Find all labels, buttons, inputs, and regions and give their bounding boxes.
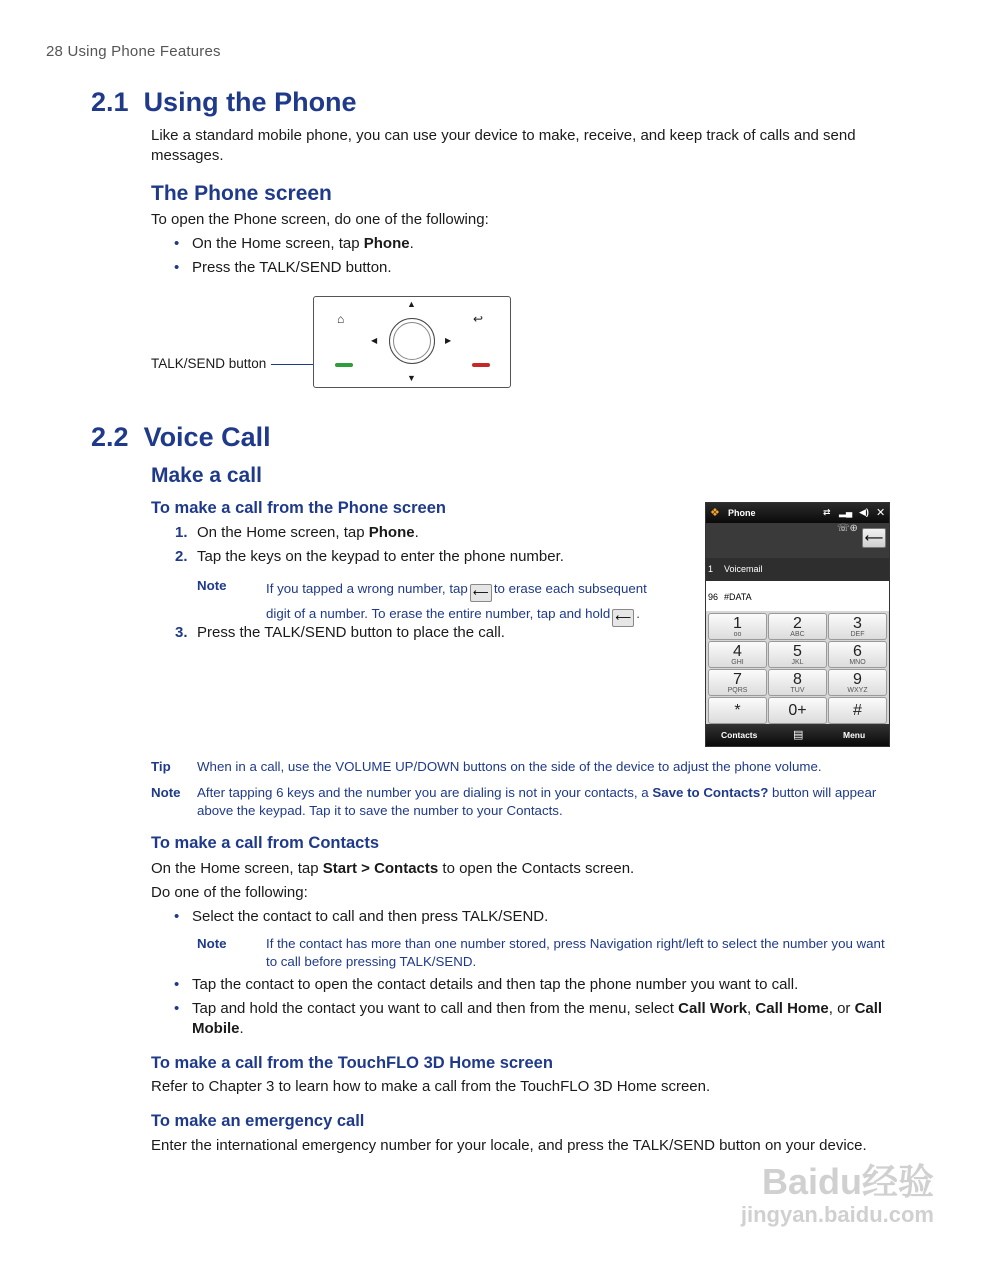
signal-icon: ▂▄ [839,507,853,517]
key-letters: MNO [849,659,866,666]
callout-line [271,364,319,365]
key-digit: # [853,702,862,719]
note-label: Note [197,936,227,951]
note-text: If the contact has more than one number stored, press Navigation right/left to select the number you want to call before pressing TALK/SEND. [266,936,885,969]
key-digit: 9 [853,671,862,688]
soft-key-bar [706,724,889,746]
note-part: After tapping 6 keys and the number you are dialing is not in your contacts, a [197,785,653,800]
note-label: Note [197,578,227,593]
volume-icon: ◀) [859,507,869,517]
subheading-from-contacts: To make a call from Contacts [151,834,380,852]
phone-screen-screenshot [705,502,890,747]
talk-send-callout: TALK/SEND button [151,356,267,371]
text: Tap and hold the contact you want to call and then from the menu, select [192,1000,679,1017]
keypad-key[interactable] [768,697,827,724]
text: to open the Contacts screen. [438,860,635,877]
bullet-text: On the Home screen, tap [192,235,364,252]
bullet-text: . [409,235,414,252]
subheading-make-call: Make a call [151,464,262,487]
backspace-icon: ⟵ [470,584,492,602]
contacts-line-2: Do one of the following: [151,884,308,901]
contacts-line-1 [151,859,634,879]
step-bold: Phone [368,524,415,541]
subheading-from-phone-screen: To make a call from the Phone screen [151,499,446,517]
text: . [239,1020,244,1037]
subheading-phone-screen: The Phone screen [151,182,332,205]
keypad-key[interactable] [768,641,827,668]
bullet-bold: Phone [363,235,410,252]
home-icon: ⌂ [337,312,345,326]
note-part: digit of a number. To erase the entire number, tap and hold [266,606,611,621]
bullet-item [192,999,892,1039]
bold-text: Call Mobile [192,1000,883,1037]
close-icon: ✕ [876,507,886,519]
bold-text: Call Home [755,1000,829,1017]
key-digit: 0+ [788,702,807,719]
note-part: If you tapped a wrong number, tap [266,581,468,596]
bullet-item: • Select the contact to call and then press TALK/SEND. [192,907,548,927]
bullet-item: • Press the TALK/SEND button. [192,258,392,278]
speed-dial-label: Voicemail [724,564,763,574]
step-text: . [414,524,419,541]
keypad-key[interactable] [708,613,767,640]
match-number: 96 [708,592,719,602]
step-text: Press the TALK/SEND button to place the call. [197,624,505,641]
navigation-wheel [389,318,435,364]
note-text [197,784,877,820]
keypad-key[interactable] [708,669,767,696]
keypad-key[interactable] [828,669,887,696]
note-part: button will appear above the keypad. Tap it to save the number to your Contacts. [197,785,877,818]
key-letters: JKL [791,659,804,666]
device-buttons-diagram [313,296,511,388]
keyboard-icon[interactable]: ▤ [793,729,804,741]
step-3 [175,623,505,643]
keypad-key[interactable] [828,613,887,640]
match-label: #DATA [724,592,752,602]
key-letters: oo [733,631,742,638]
bold-text: Call Work [678,1000,748,1017]
keypad-key[interactable] [708,697,767,724]
key-letters: DEF [850,631,865,638]
key-digit: 7 [733,671,742,688]
step-number: 2. [175,548,188,565]
bullet-item: • Tap the contact to open the contact details and then tap the phone number you want to call. [192,975,892,995]
backspace-icon: ⟵ [864,530,884,545]
backspace-button[interactable] [862,528,886,548]
title-bar [706,503,889,523]
phone-screen-lead: To open the Phone screen, do one of the following: [151,211,489,228]
key-digit: * [734,702,741,719]
nav-right-icon: ▶ [445,336,452,345]
backspace-icon: ⟵ [612,609,634,627]
subheading-touchflo: To make a call from the TouchFLO 3D Home screen [151,1054,553,1072]
windows-start-icon: ❖ [710,507,720,519]
section-heading-2-1 [91,87,357,118]
note-part: . [636,606,640,621]
section-number: 2.2 [91,422,129,452]
subheading-emergency: To make an emergency call [151,1112,365,1130]
keypad-key[interactable] [828,641,887,668]
enter-button [393,322,431,360]
tip-text: When in a call, use the VOLUME UP/DOWN buttons on the side of the device to adjust the phone volume. [197,759,822,774]
section-title: Using the Phone [143,87,357,117]
section-title: Voice Call [143,422,271,452]
end-call-icon [472,363,490,367]
running-head: 28 Using Phone Features [46,43,221,60]
app-title: Phone [728,508,756,518]
speed-dial-number: 1 [708,564,714,574]
menu-softkey[interactable]: Menu [843,730,866,740]
key-digit: 4 [733,643,742,660]
section-number: 2.1 [91,87,129,117]
note-text [266,577,666,627]
key-digit: 5 [793,643,802,660]
keypad-key[interactable] [768,669,827,696]
connectivity-icon: ⇄ [823,507,831,517]
key-letters: GHI [731,659,744,666]
nav-left-icon: ◀ [371,336,378,345]
touchflo-text: Refer to Chapter 3 to learn how to make a call from the TouchFLO 3D Home screen. [151,1078,711,1095]
note-bold: Save to Contacts? [652,785,769,800]
nav-up-icon: ▲ [407,299,416,309]
key-digit: 3 [853,615,862,632]
step-number: 1. [175,524,188,541]
key-digit: 1 [733,615,742,632]
step-1 [175,523,419,543]
contacts-softkey[interactable]: Contacts [721,730,758,740]
back-icon: ↩ [473,312,484,326]
baidu-watermark [741,1162,934,1228]
note-part: to erase each subsequent [493,581,647,596]
step-number: 3. [175,624,188,641]
key-letters: TUV [790,687,805,694]
tip-label: Tip [151,759,171,774]
section-intro: Like a standard mobile phone, you can use your device to make, receive, and keep track of calls and send messages. [151,127,856,164]
keypad-key[interactable] [708,641,767,668]
bold-text: Contacts [374,860,439,877]
key-digit: 6 [853,643,862,660]
keypad [706,611,889,724]
nav-down-icon: ▼ [407,373,416,383]
bullet-item [192,234,414,254]
watermark-url: jingyan.baidu.com [740,1202,934,1227]
keypad-key[interactable] [768,613,827,640]
step-text: Tap the keys on the keypad to enter the phone number. [197,548,564,565]
bold-text: Start [322,860,357,877]
emergency-text: Enter the international emergency number for your locale, and press the TALK/SEND button on your device. [151,1137,867,1154]
key-letters: WXYZ [847,687,868,694]
note-label: Note [151,785,181,800]
text: On the Home screen, tap [151,860,323,877]
section-heading-2-2 [91,422,271,453]
watermark-logo: Baidu经验 [761,1161,934,1202]
bold-text: > [356,860,375,877]
call-status-icon: ☏⊕ [837,523,858,534]
key-digit: 2 [793,615,802,632]
text: , [747,1000,756,1017]
key-digit: 8 [793,671,802,688]
match-row[interactable] [706,581,889,611]
talk-send-icon [335,363,353,367]
voicemail-row[interactable] [706,558,889,581]
keypad-key[interactable] [828,697,887,724]
key-letters: PQRS [727,687,748,694]
key-letters: ABC [790,631,805,638]
text: , or [828,1000,855,1017]
step-2 [175,547,564,567]
step-text: On the Home screen, tap [197,524,369,541]
